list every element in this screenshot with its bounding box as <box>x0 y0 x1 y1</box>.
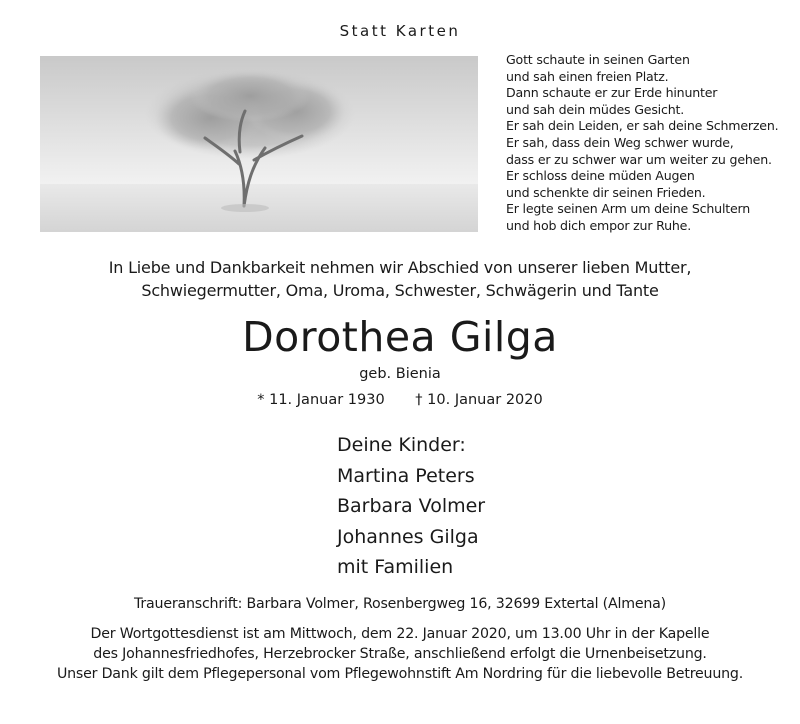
mourner-line: Barbara Volmer <box>337 495 486 517</box>
poem-line: und sah dein müdes Gesicht. <box>506 101 685 117</box>
poem-line: Er legte seinen Arm um deine Schultern <box>506 201 751 217</box>
death-date: † 10. Januar 2020 <box>415 392 543 408</box>
mourner-line: Martina Peters <box>337 464 475 487</box>
intro-line: In Liebe und Dankbarkeit nehmen wir Abschied von unserer lieben Mutter, <box>108 258 692 277</box>
poem-line: Gott schaute in seinen Garten <box>506 52 690 67</box>
poem-line: und schenkte dir seinen Frieden. <box>506 184 706 200</box>
mourner-line: Deine Kinder: <box>337 434 466 456</box>
header-statt-karten: Statt Karten <box>339 22 461 40</box>
service-line: des Johannesfriedhofes, Herzebrocker Straße, anschließend erfolgt die Urnenbeisetzung. <box>93 646 707 662</box>
poem-line: und sah einen freien Platz. <box>506 68 669 84</box>
birth-date: * 11. Januar 1930 <box>257 392 385 408</box>
mourner-line: Johannes Gilga <box>337 525 479 548</box>
poem-line: Dann schaute er zur Erde hinunter <box>506 85 718 101</box>
intro-text <box>0 256 800 302</box>
mourner-line: mit Familien <box>337 556 454 578</box>
footer <box>0 594 800 684</box>
deceased-name: Dorothea Gilga <box>242 313 558 361</box>
maiden-name: geb. Bienia <box>359 366 441 382</box>
poem-line: Er sah, dass dein Weg schwer wurde, <box>506 134 734 150</box>
mourning-address: Traueranschrift: Barbara Volmer, Rosenbergweg 16, 32699 Extertal (Almena) <box>134 596 666 612</box>
thanks-line: Unser Dank gilt dem Pflegepersonal vom Pflegewohnstift Am Nordring für die liebevolle Betreuung. <box>56 666 744 682</box>
poem-line: Er sah dein Leiden, er sah deine Schmerzen. <box>506 118 779 134</box>
mourners-list <box>337 430 637 583</box>
poem-line: und hob dich empor zur Ruhe. <box>506 217 692 233</box>
service-line: Der Wortgottesdienst ist am Mittwoch, dem 22. Januar 2020, um 13.00 Uhr in der Kapelle <box>90 626 710 642</box>
tree-photo <box>40 56 478 232</box>
poem-line: Er schloss deine müden Augen <box>506 168 695 184</box>
intro-line: Schwiegermutter, Oma, Uroma, Schwester, Schwägerin und Tante <box>141 281 659 300</box>
life-dates <box>0 392 800 408</box>
poem <box>506 52 786 235</box>
poem-line: dass er zu schwer war um weiter zu gehen. <box>506 151 772 167</box>
